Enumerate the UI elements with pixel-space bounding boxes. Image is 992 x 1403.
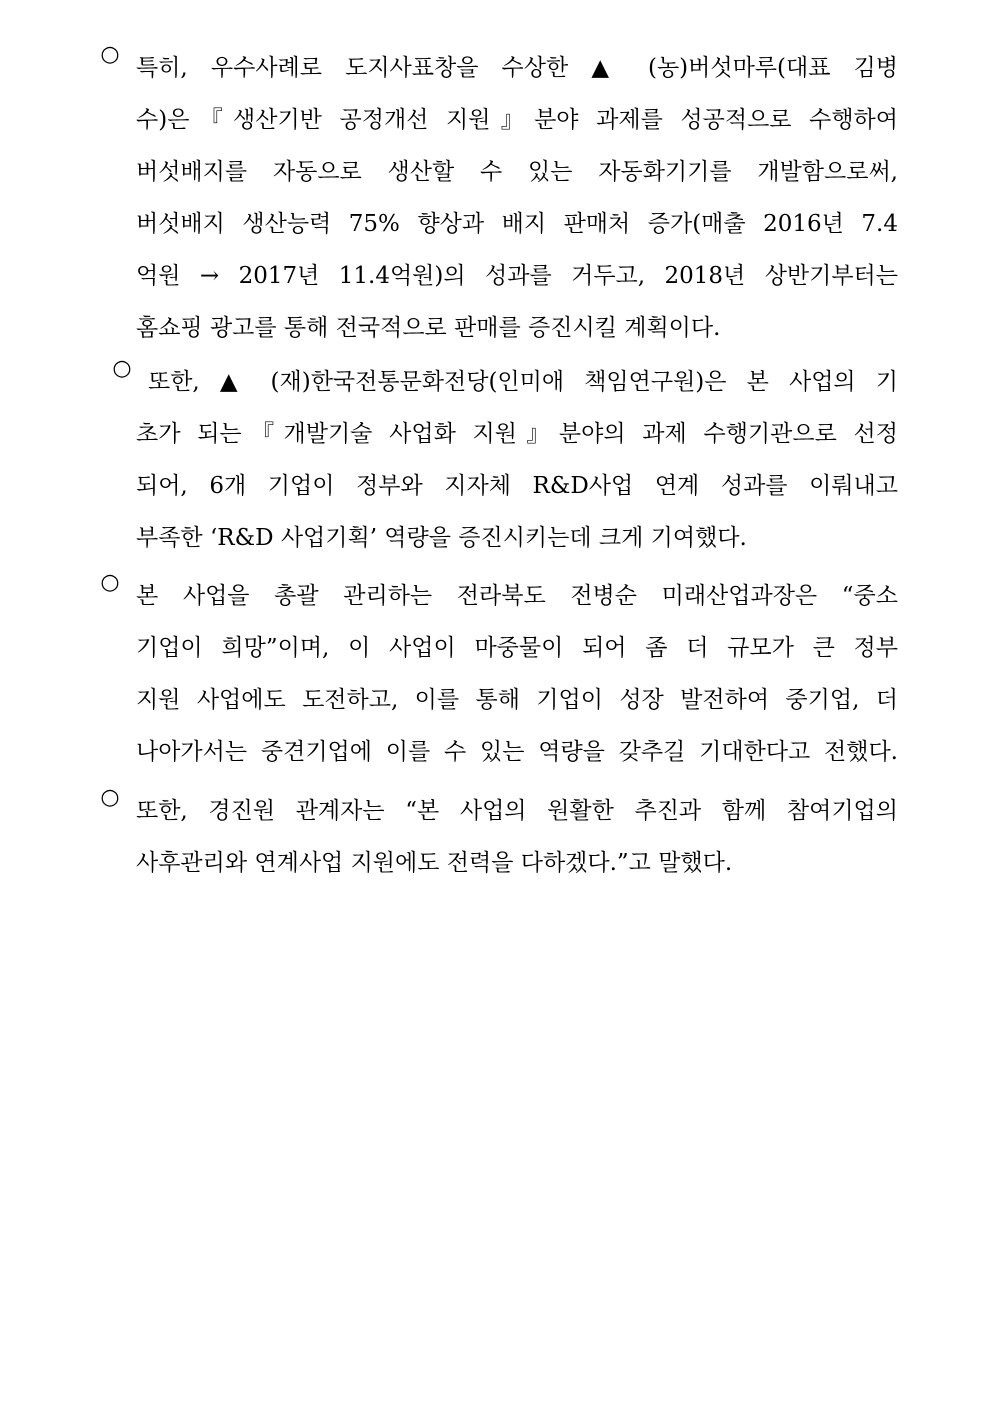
paragraph-line: 지원 사업에도 도전하고, 이를 통해 기업이 성장 발전하여 중기업, 더	[136, 687, 898, 713]
paragraph-line: 또한, 경진원 관계자는 “본 사업의 원활한 추진과 함께 참여기업의	[136, 798, 898, 824]
paragraph-line: 나아가서는 중견기업에 이를 수 있는 역량을 갖추길 기대한다고 전했다.	[136, 739, 898, 765]
paragraph-2	[96, 356, 898, 564]
bullet-icon: ○	[100, 570, 120, 595]
bullet-icon: ○	[112, 356, 132, 381]
paragraph-line: 홈쇼핑 광고를 통해 전국적으로 판매를 증진시킬 계획이다.	[136, 315, 721, 341]
paragraph-line: 억원 → 2017년 11.4억원)의 성과를 거두고, 2018년 상반기부터는	[136, 263, 898, 289]
bullet-icon: ○	[100, 42, 120, 67]
paragraph-line: 또한, ▲ (재)한국전통문화전당(인미애 책임연구원)은 본 사업의 기	[148, 369, 898, 395]
paragraph-line: 특히, 우수사례로 도지사표창을 수상한 ▲ (농)버섯마루(대표 김병	[136, 55, 898, 81]
paragraph-3	[96, 570, 898, 778]
paragraph-line: 기업이 희망”이며, 이 사업이 마중물이 되어 좀 더 규모가 큰 정부	[136, 635, 898, 661]
paragraph-4	[96, 785, 898, 889]
paragraph-line: 되어, 6개 기업이 정부와 지자체 R&D사업 연계 성과를 이뤄내고	[136, 473, 898, 499]
paragraph-line: 초가 되는『개발기술 사업화 지원』분야의 과제 수행기관으로 선정	[136, 421, 898, 447]
paragraph-line: 수)은『생산기반 공정개선 지원』분야 과제를 성공적으로 수행하여	[136, 107, 898, 133]
paragraph-line: 사후관리와 연계사업 지원에도 전력을 다하겠다.”고 말했다.	[136, 850, 733, 876]
paragraph-line: 버섯배지를 자동으로 생산할 수 있는 자동화기기를 개발함으로써,	[136, 159, 898, 185]
paragraph-line: 본 사업을 총괄 관리하는 전라북도 전병순 미래산업과장은 “중소	[136, 583, 898, 609]
paragraph-line: 버섯배지 생산능력 75% 향상과 배지 판매처 증가(매출 2016년 7.4	[136, 211, 898, 237]
paragraph-line: 부족한 ‘R&D 사업기획’ 역량을 증진시키는데 크게 기여했다.	[136, 525, 747, 551]
paragraph-1	[96, 42, 898, 354]
bullet-icon: ○	[100, 785, 120, 810]
